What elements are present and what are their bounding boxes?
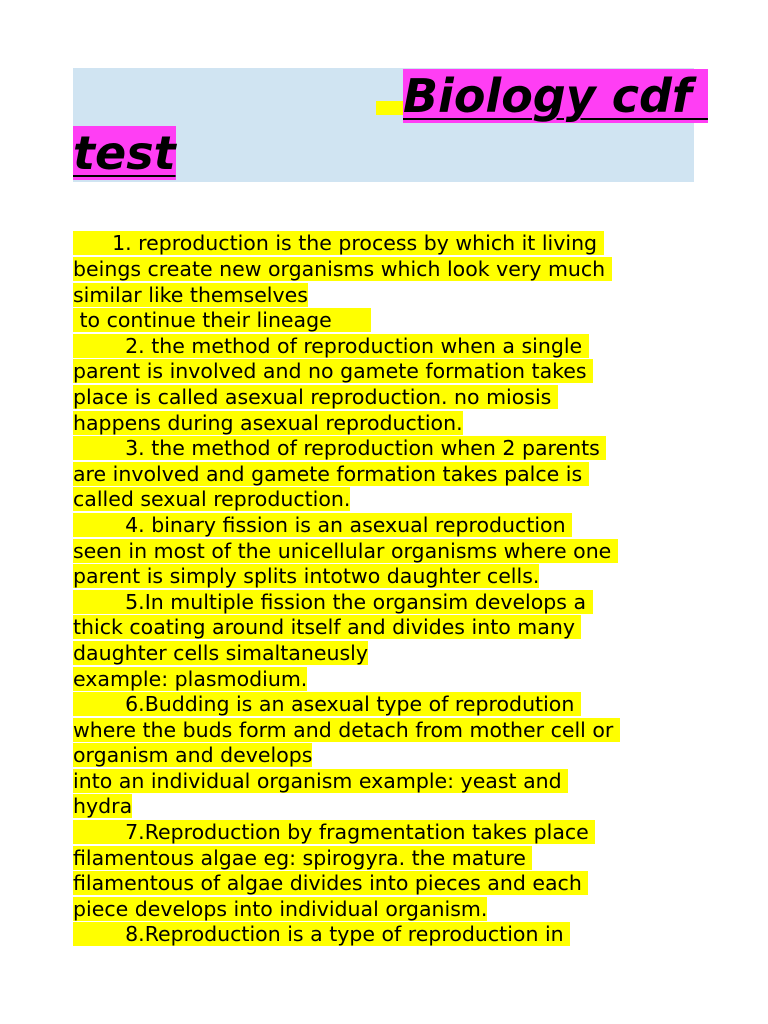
body-line: to continue their lineage [73,308,371,333]
body-line: piece develops into individual organism. [73,896,488,921]
title-highlight-mark [376,101,403,115]
title-text-2: test [73,126,176,180]
body-line: thick coating around itself and divides into many [73,615,582,640]
body-line: into an individual organism example: yeast and [73,768,569,793]
body-line: beings create new organisms which look very much [73,257,612,281]
body-line: 8.Reproduction is a type of reproduction in [73,922,571,947]
title-block [73,68,708,182]
title-text-1: Biology cdf [403,69,708,123]
body-line: 5.In multiple fission the organsim develops a [73,589,593,614]
body-line: 1. reproduction is the process by which it living [73,231,604,255]
body-text [73,229,713,948]
body-line: organism and develops [73,743,313,768]
body-line: place is called asexual reproduction. no miosis [73,384,558,409]
body-line: 7.Reproduction by fragmentation takes place [73,820,596,845]
body-line: 4. binary fission is an asexual reproduction [73,512,573,537]
body-line: happens during asexual reproduction. [73,410,463,435]
body-line: filamentous of algae divides into pieces and each [73,871,589,896]
body-line: are involved and gamete formation takes palce is [73,461,589,486]
body-line: parent is involved and no gamete formation takes [73,359,594,384]
body-line: hydra [73,794,133,819]
body-line: parent is simply splits intotwo daughter cells. [73,564,540,589]
body-line: similar like themselves [73,282,308,307]
body-line: example: plasmodium. [73,666,308,691]
body-line: filamentous algae eg: spirogyra. the mature [73,845,533,870]
body-line: 3. the method of reproduction when 2 parents [73,436,607,461]
title-line-1 [403,68,708,125]
body-line: seen in most of the unicellular organisms where one [73,538,618,563]
body-line: 2. the method of reproduction when a single [73,333,589,358]
body-line: called sexual reproduction. [73,487,351,512]
body-line: 6.Budding is an asexual type of reprodution [73,692,581,717]
title-line-2 [73,125,176,182]
body-line: daughter cells simaltaneusly [73,640,368,665]
body-line: where the buds form and detach from mother cell or [73,717,620,742]
